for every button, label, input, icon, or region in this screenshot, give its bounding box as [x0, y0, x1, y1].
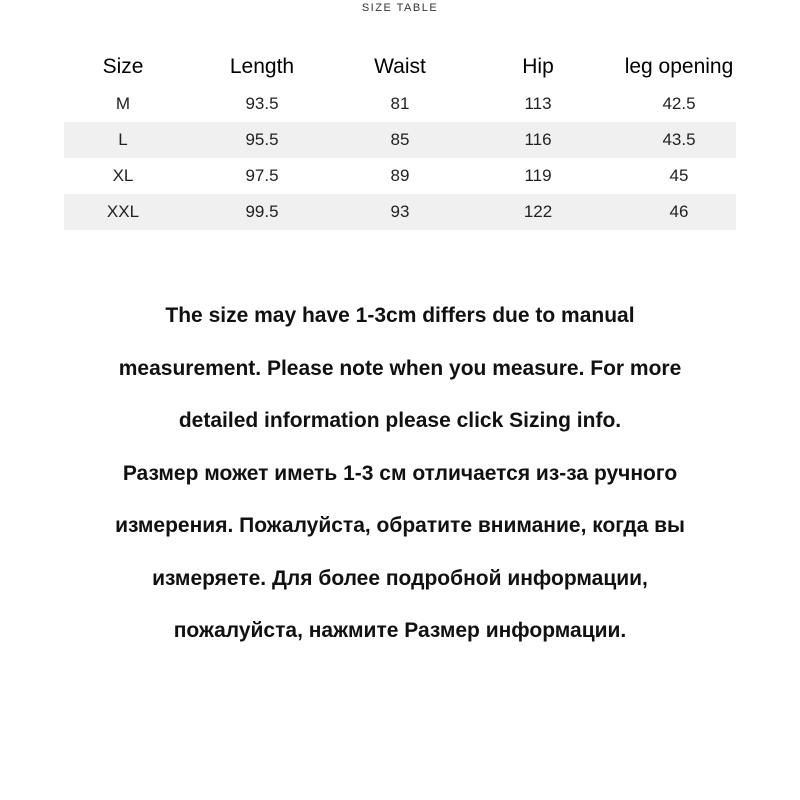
- cell-size: XXL: [106, 202, 140, 221]
- table-row: [64, 158, 736, 194]
- cell-waist: 89: [390, 166, 410, 185]
- cell-size: XL: [112, 166, 134, 185]
- header-waist: Waist: [374, 55, 426, 78]
- cell-length: 97.5: [245, 166, 279, 185]
- cell-leg-opening: 45: [669, 166, 689, 185]
- table-row: [64, 86, 736, 122]
- header-length: Length: [229, 55, 295, 78]
- note-line: The size may have 1-3cm differs due to manual: [165, 304, 635, 327]
- cell-hip: 122: [523, 202, 553, 221]
- cell-leg-opening: 43.5: [662, 130, 696, 149]
- cell-size: M: [115, 94, 131, 113]
- cell-waist: 81: [390, 94, 410, 113]
- note-line: пожалуйста, нажмите Размер информации.: [173, 619, 627, 642]
- note-line: измеряете. Для более подробной информации,: [152, 566, 648, 590]
- cell-waist: 85: [390, 130, 410, 149]
- cell-size: L: [118, 130, 128, 149]
- size-note: [0, 290, 800, 658]
- page-title: SIZE TABLE: [361, 2, 439, 14]
- note-line: измерения. Пожалуйста, обратите внимание, когда вы: [115, 514, 685, 537]
- header-leg-opening: leg opening: [624, 55, 734, 78]
- note-line: detailed information please click Sizing info.: [178, 409, 622, 432]
- table-row: [64, 194, 736, 230]
- size-table: [64, 48, 736, 230]
- table-row: [64, 122, 736, 158]
- cell-leg-opening: 46: [669, 202, 689, 221]
- note-line: measurement. Please note when you measure. For more: [118, 356, 682, 380]
- cell-leg-opening: 42.5: [662, 94, 696, 113]
- cell-hip: 119: [524, 166, 552, 185]
- cell-hip: 113: [524, 94, 552, 113]
- table-header-row: [64, 48, 736, 86]
- note-line: Размер может иметь 1-3 см отличается из-за ручного: [122, 461, 678, 485]
- cell-hip: 116: [524, 130, 552, 149]
- cell-length: 99.5: [245, 202, 279, 221]
- header-hip: Hip: [522, 55, 554, 78]
- cell-length: 93.5: [245, 94, 279, 113]
- cell-waist: 93: [390, 202, 410, 221]
- cell-length: 95.5: [245, 130, 279, 149]
- header-size: Size: [102, 55, 144, 78]
